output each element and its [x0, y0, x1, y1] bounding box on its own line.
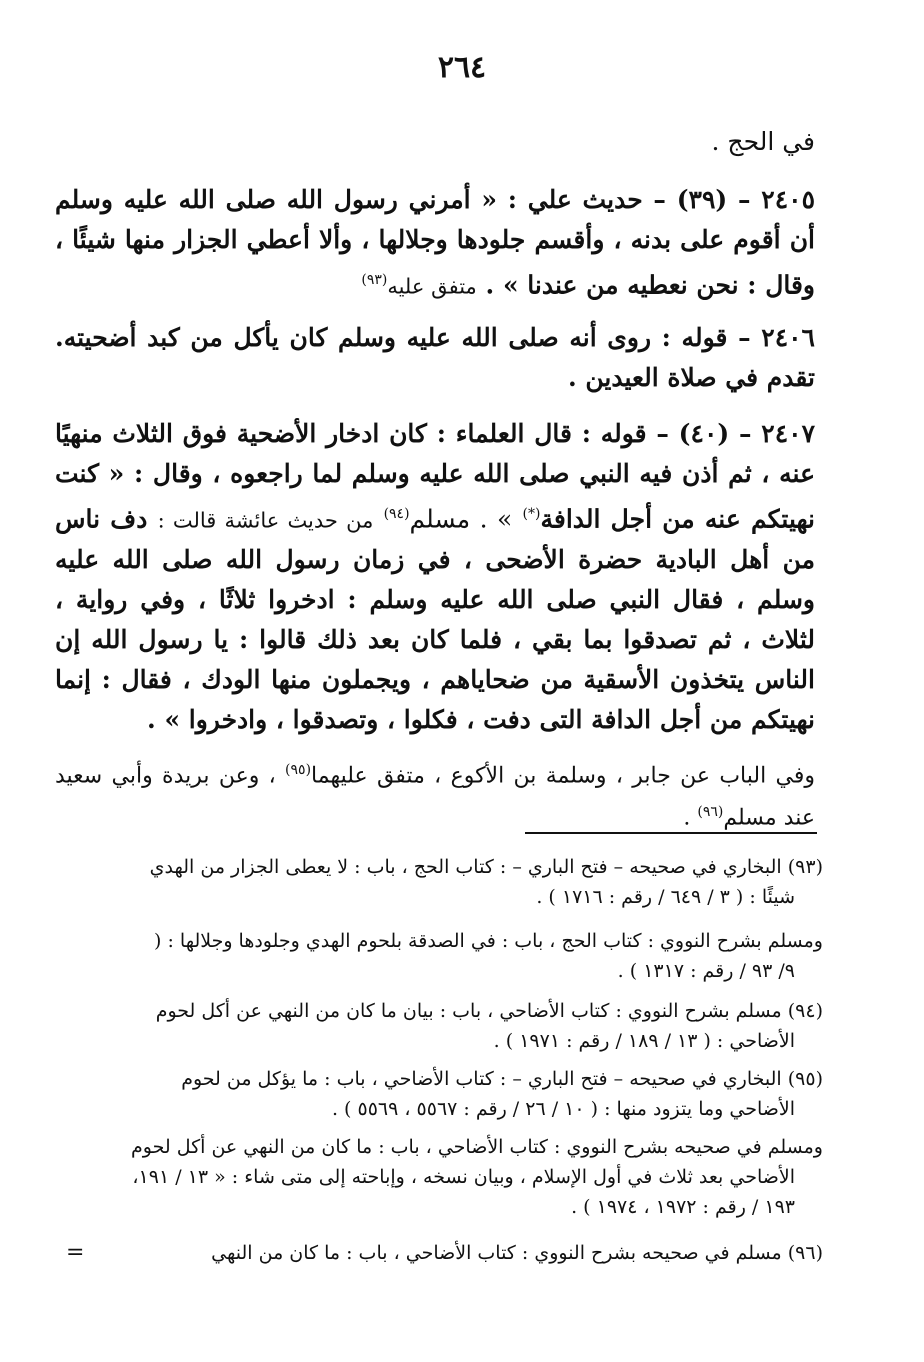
footnote-line: شيئًا : ( ٣ / ٦٤٩ / رقم : ١٧١٦ ) . — [536, 886, 795, 908]
entry-2405-head: ٢٤٠٥ – (٣٩) – حديث علي : « أمرني رسول الله صلى الله عليه وسلم أن أقوم على بدنه ، وأقسم جلودها وجلالها ، وألا أعطي الجزار منها شيئًا ، وقال : نحن نعطيه من عندنا » . — [55, 185, 815, 300]
bab-note — [55, 752, 815, 837]
bab-note-p3: . — [683, 805, 691, 831]
opening-line — [55, 122, 815, 162]
entry-2405-ref: متفق عليه — [387, 274, 477, 299]
footnote-95 — [55, 1064, 823, 1124]
bab-note-p2: ، وعن بريدة وأبي سعيد عند مسلم — [55, 763, 815, 831]
footnote-line: (٩٣) البخاري في صحيحه – فتح الباري – : كتاب الحج ، باب : لا يعطى الجزار من الهدي — [149, 856, 823, 878]
entry-2407-mid: » . مسلم — [409, 504, 513, 534]
footnote-96 — [55, 1238, 823, 1268]
opening-text: في الحج . — [711, 127, 815, 156]
footnote-ref-95: (٩٥) — [285, 762, 312, 778]
page-number: ٢٦٤ — [437, 50, 487, 85]
footnote-line: (٩٥) البخاري في صحيحه – فتح الباري – : كتاب الأضاحي ، باب : ما يؤكل من لحوم — [181, 1068, 823, 1090]
footnote-line: ٩/ ٩٣ / رقم : ١٣١٧ ) . — [617, 960, 795, 982]
footnote-ref-93: (٩٣) — [361, 272, 388, 288]
footnote-ref-94: (٩٤) — [383, 506, 410, 522]
footnote-line: (٩٤) مسلم بشرح النووي : كتاب الأضاحي ، باب : بيان ما كان من النهي عن أكل لحوم — [155, 1000, 823, 1022]
footnote-95-muslim — [55, 1132, 823, 1222]
entry-2407-rest: دف ناس من أهل البادية حضرة الأضحى ، في زمان رسول الله صلى الله عليه وسلم ، فقال النبي صلى الله عليه وسلم : ادخروا ثلاثًا ، وفي رواية ، لثلاث ، ثم تصدقوا بما بقي ، فلما كان بعد ذلك قالوا : يا رسول الله إن الناس يتخذون الأسقية من ضحاياهم ، ويجملون منها الودك ، فقال : إنما نهيتكم من أجل الدافة التى دفت ، فكلوا ، وتصدقوا ، وادخروا » . — [55, 504, 815, 735]
entry-2406 — [55, 318, 815, 398]
bab-note-p1: وفي الباب عن جابر ، وسلمة بن الأكوع ، متفق عليهما — [311, 763, 815, 789]
footnote-line: الأضاحي وما يتزود منها : ( ١٠ / ٢٦ / رقم : ٥٥٦٧ ، ٥٥٦٩ ) . — [331, 1098, 795, 1120]
entry-2405 — [55, 180, 815, 306]
entry-2406-label: ٢٤٠٦ – قوله : — [661, 323, 815, 352]
footnote-line: الأضاحي : ( ١٣ / ١٨٩ / رقم : ١٩٧١ ) . — [493, 1030, 795, 1052]
footnote-line: ومسلم بشرح النووي : كتاب الحج ، باب : في الصدقة بلحوم الهدي وجلودها وجلالها : ( — [154, 930, 823, 952]
footnote-93-muslim — [55, 926, 823, 986]
footnote-line: ١٩٣ / رقم : ١٩٧٢ ، ١٩٧٤ ) . — [571, 1196, 795, 1218]
footnote-line: (٩٦) مسلم في صحيحه بشرح النووي : كتاب الأضاحي ، باب : ما كان من النهي — [211, 1242, 823, 1264]
entry-2407-head: ٢٤٠٧ – (٤٠) – قوله : قال العلماء : كان ادخار الأضحية فوق الثلاث منهيًا عنه ، ثم أذن فيه النبي صلى الله عليه وسلم لما راجعوه ، وقال : « كنت نهيتكم عنه من أجل الدافة — [55, 419, 815, 534]
entry-2407 — [55, 414, 815, 740]
asterisk-ref: (*) — [522, 506, 541, 522]
continuation-mark: = — [66, 1240, 85, 1265]
footnote-line: ومسلم في صحيحه بشرح النووي : كتاب الأضاحي ، باب : ما كان من النهي عن أكل لحوم — [131, 1136, 823, 1158]
footnote-94 — [55, 996, 823, 1056]
entry-2407-ref: من حديث عائشة قالت : — [157, 508, 374, 533]
entry-2406-text: روى أنه صلى الله عليه وسلم كان يأكل من كبد أضحيته. تقدم في صلاة العيدين . — [55, 323, 815, 392]
footnote-93 — [55, 852, 823, 912]
footnote-separator — [525, 832, 817, 834]
footnote-line: الأضاحي بعد ثلاث في أول الإسلام ، وبيان نسخه ، وإباحته إلى متى شاء : « ١٣ / ١٩١، — [132, 1166, 795, 1188]
footnote-ref-96: (٩٦) — [697, 804, 724, 821]
